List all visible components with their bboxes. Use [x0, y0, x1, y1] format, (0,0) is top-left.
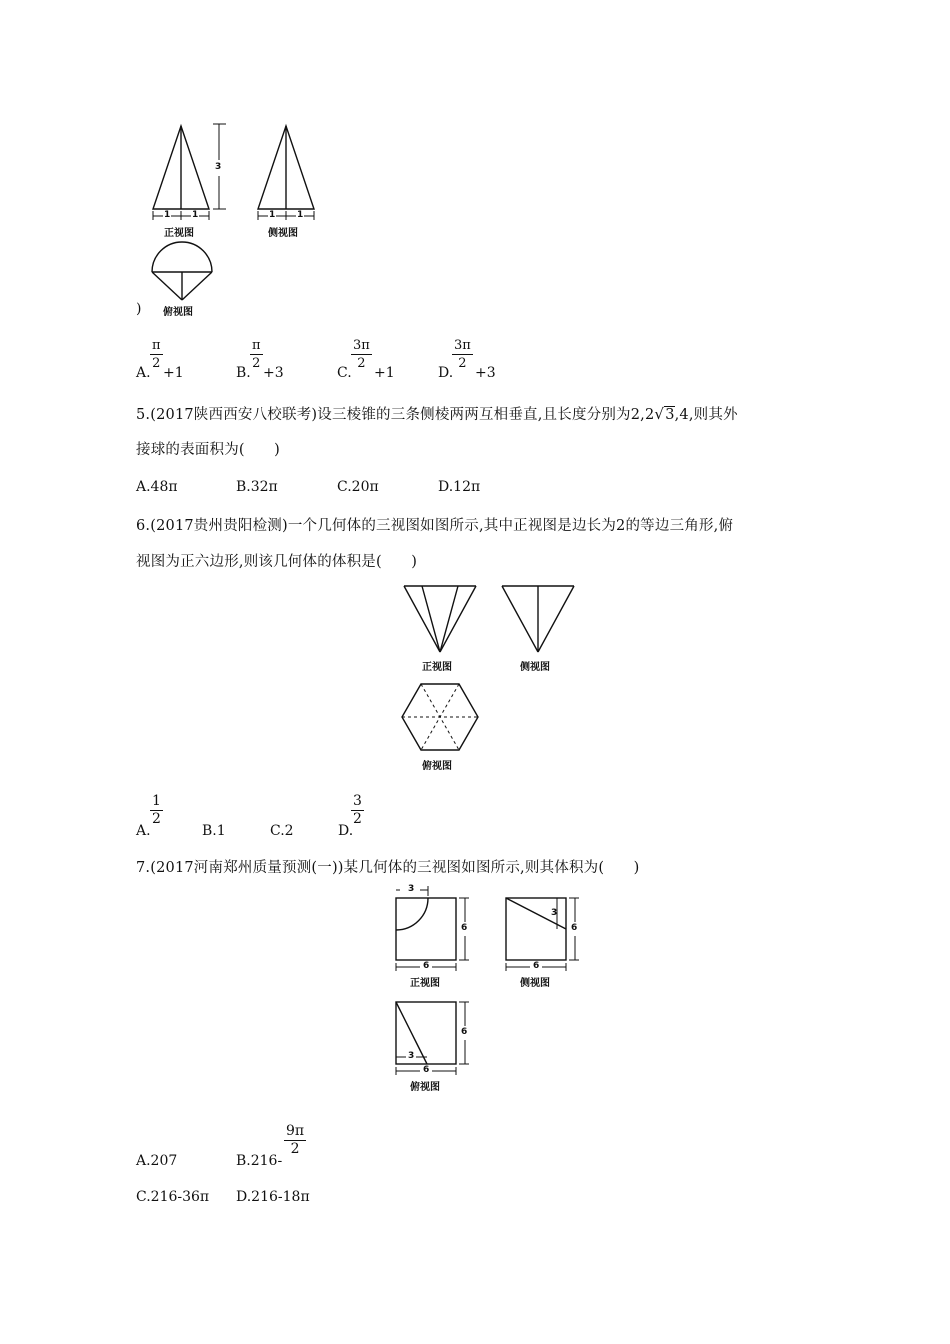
q7-side-dim-bottom: 6	[533, 961, 540, 971]
q4-paren: )	[136, 301, 142, 317]
q4-option-b-letter: B.	[236, 365, 251, 381]
q4-top-caption: 俯视图	[163, 307, 193, 318]
q4-option-b-suffix: +3	[263, 365, 284, 381]
q6-option-b: B.1	[202, 823, 226, 839]
q7-top-dim-bottom: 6	[423, 1065, 430, 1075]
q7-top-view	[0, 0, 1, 1]
q4-front-caption: 正视图	[164, 228, 194, 239]
q4-option-a-letter: A.	[136, 365, 151, 381]
q6-line1: 6.(2017贵州贵阳检测)一个几何体的三视图如图所示,其中正视图是边长为2的等边三角形,俯	[136, 518, 734, 534]
q7-option-b-prefix: B.216-	[236, 1153, 283, 1169]
q6-option-a-frac: $\frac{1}{2}$	[152, 793, 161, 827]
q7-option-b-frac: $\frac{9\pi}{2}$	[286, 1123, 305, 1157]
q5-option-d: D.12π	[438, 479, 481, 495]
q4-option-d-letter: D.	[438, 365, 454, 381]
q6-top-caption: 俯视图	[422, 761, 452, 772]
q4-option-c-letter: C.	[337, 365, 352, 381]
q7-side-dim-right: 6	[571, 923, 578, 933]
q5-option-b: B.32π	[236, 479, 278, 495]
q6-option-d-letter: D.	[338, 823, 354, 839]
q6-front-caption: 正视图	[422, 662, 452, 673]
q4-side-dim-right: 1	[297, 210, 304, 220]
q4-front-dim-left: 1	[164, 210, 171, 220]
q6-option-c: C.2	[270, 823, 294, 839]
q4-side-caption: 侧视图	[268, 228, 298, 239]
q6-side-caption: 侧视图	[520, 662, 550, 673]
q7-side-caption: 侧视图	[520, 978, 550, 989]
q4-option-c-frac: $\frac{3\pi}{2}$	[353, 338, 370, 371]
q7-line1: 7.(2017河南郑州质量预测(一))某几何体的三视图如图所示,则其体积为( )	[136, 860, 640, 876]
q7-front-dim-bottom: 6	[423, 961, 430, 971]
q7-option-c: C.216-36π	[136, 1189, 210, 1205]
q7-top-dim-right: 6	[461, 1027, 468, 1037]
q6-option-d-frac: $\frac{3}{2}$	[353, 793, 362, 827]
q7-front-dim-top: 3	[408, 884, 415, 894]
q4-option-d-suffix: +3	[475, 365, 496, 381]
q7-top-caption: 俯视图	[410, 1082, 440, 1093]
q5-option-a: A.48π	[136, 479, 178, 495]
q4-option-a-suffix: +1	[163, 365, 184, 381]
q5-line1: 5.(2017陕西西安八校联考)设三棱锥的三条侧棱两两互相垂直,且长度分别为2,2√3,4,则其外	[136, 405, 738, 423]
q4-option-d-frac: $\frac{3\pi}{2}$	[454, 338, 471, 371]
q5-option-c: C.20π	[337, 479, 379, 495]
q4-option-b-frac: $\frac{\pi}{2}$	[252, 338, 261, 371]
q6-line2: 视图为正六边形,则该几何体的体积是( )	[136, 554, 418, 570]
q4-front-dim-right: 1	[192, 210, 199, 220]
q5-line2: 接球的表面积为( )	[136, 442, 281, 458]
sqrt-symbol: √	[654, 405, 665, 423]
q7-front-dim-right: 6	[461, 923, 468, 933]
q7-top-dim-inner: 3	[408, 1051, 415, 1061]
q7-front-caption: 正视图	[410, 978, 440, 989]
q4-side-dim-left: 1	[269, 210, 276, 220]
q7-option-a: A.207	[136, 1153, 178, 1169]
q7-side-dim-inner: 3	[551, 908, 558, 918]
q4-option-a-frac: $\frac{\pi}{2}$	[152, 338, 161, 371]
q6-option-a-letter: A.	[136, 823, 151, 839]
q4-height-label: 3	[215, 162, 222, 172]
q4-option-c-suffix: +1	[374, 365, 395, 381]
q7-option-d: D.216-18π	[236, 1189, 310, 1205]
